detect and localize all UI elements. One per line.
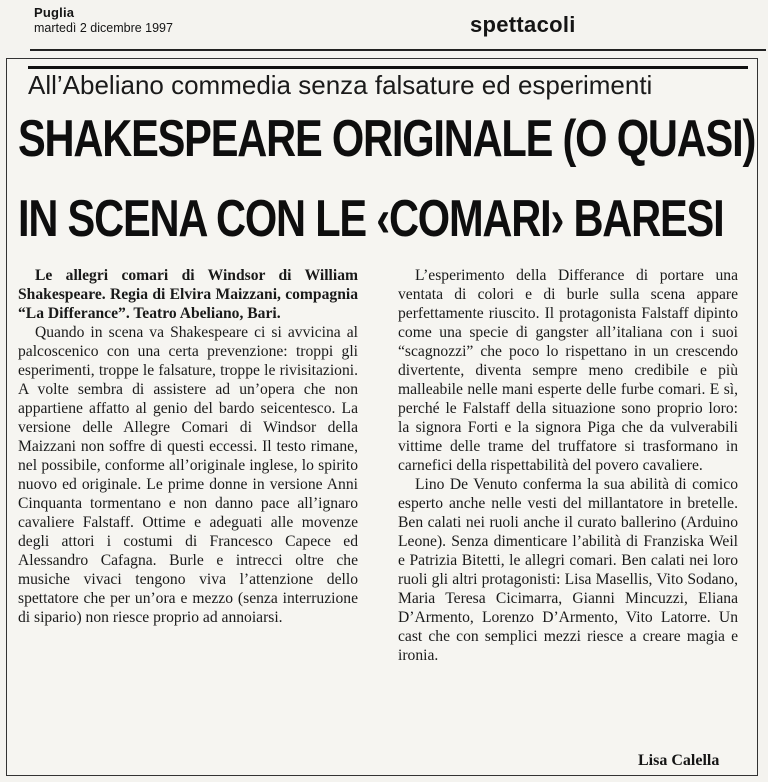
article-column-left [18,266,358,627]
section-name: Puglia [34,5,75,20]
headline-line-1: SHAKESPEARE ORIGINALE (O QUASI) [18,110,756,168]
masthead [34,5,173,35]
article-paragraph: L’esperimento della Differance di portare una ventata di colori e di burle sulla scena appare perfettamente riuscito. Il protagonista Falstaff dipinto come una specie di gangster all’italiana con i suoi “scagnozzi” che poco lo rispettano in un crescendo divertente, diventa sempre meno credibile e più malleabile nelle mani esperte delle furbe comari. E sì, perché le Falstaff della situazione sono proprio loro: la signora Forti e la signora Piga che da vulverabili vittime delle trame del truffatore si trasformano in carnefici della rispettabilità del povero cavaliere. [398,267,738,474]
article-paragraph: Lino De Venuto conferma la sua abilità di comico esperto anche nelle vesti del millantatore in bretelle. Ben calati nei ruoli anche il curato ballerino (Arduino Leone). Senza dimenticare l’abilità di Franziska Weil e Patrizia Bitetti, le allegri comari. Ben calati nei loro ruoli gli altri protagonisti: Lisa Masellis, Vito Sodano, Maria Teresa Cicimarra, Gianni Mincuzzi, Eliana D’Armento, Lorenzo D’Armento, Vito Latorre. Un cast che con semplici mezzi riesce a creare magia e ironia. [398,476,738,664]
article-lead: Le allegri comari di Windsor di William Shakespeare. Regia di Elvira Maizzani, compagnia “La Differance”. Teatro Abeliano, Bari. [18,267,358,322]
article-kicker: All’Abeliano commedia senza falsature ed esperimenti [28,70,653,100]
publication-date: martedì 2 dicembre 1997 [34,21,173,35]
article-column-right [398,266,738,665]
section-category: spettacoli [470,12,576,37]
article-paragraph: Quando in scena va Shakespeare ci si avvicina al palcoscenico con una certa prevenzione: troppi gli esperimenti, troppe le falsature, troppe le rivisitazioni. A volte sembra di assistere ad un’opera che non appartiene affatto al genio del bardo seicentesco. La versione delle Allegre Comari di Windsor della Maizzani non soffre di questi eccessi. Il testo rimane, nel possibile, conforme all’originale inglese, lo spirito nuovo ed originale. Le prime donne in versione Anni Cinquanta tormentano e non danno pace all’ignaro cavaliere Falstaff. Ottime e adeguati alle movenze degli attori i costumi di Francesco Capece ed Alessandro Cafagna. Burle e intrecci oltre che musiche vivaci tengono viva l’attenzione dello spettatore che per un’ora e mezzo (senza interruzione di sipario) non riesce proprio ad annoiarsi. [18,324,358,626]
headline-line-2: IN SCENA CON LE ‹COMARI› BARESI [18,190,724,248]
author-signature: Lisa Calella [638,752,720,769]
header-rule [30,49,766,51]
article-top-rule [28,66,748,69]
